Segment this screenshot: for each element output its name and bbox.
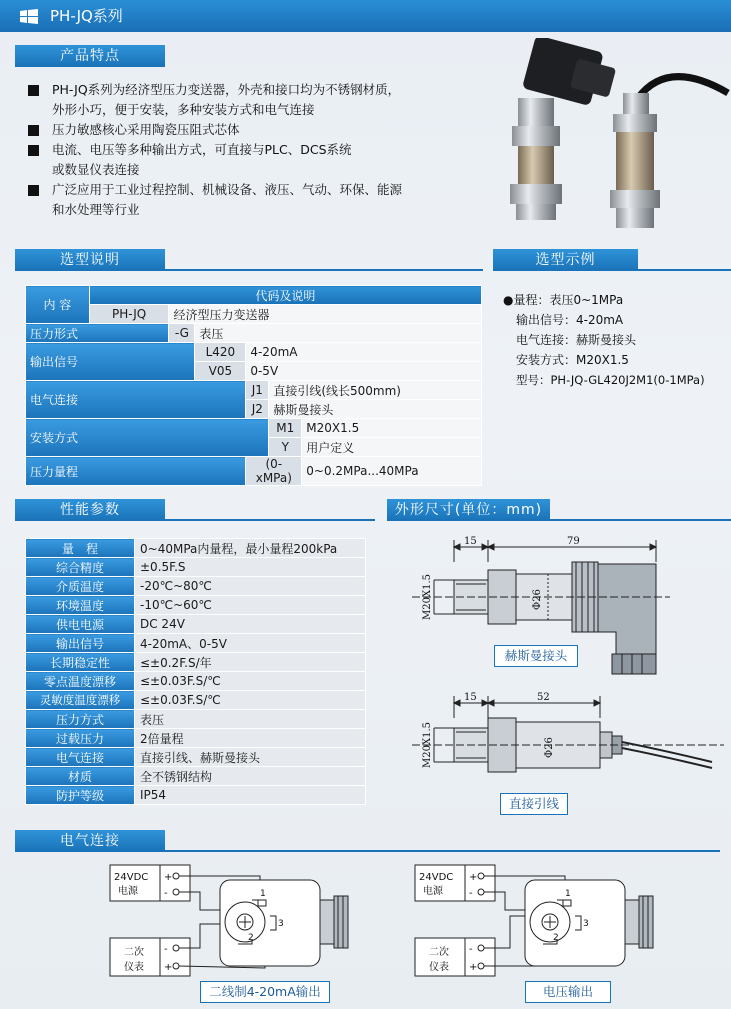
table-label: 材质 (26, 767, 135, 786)
table-cell: 全不锈钢结构 (135, 767, 366, 786)
meter-label: 二次 (429, 947, 449, 958)
pin-label: 2 (248, 933, 254, 943)
table-label: 电气连接 (26, 381, 246, 419)
table-cell: 0-5V (246, 362, 482, 381)
caption-voltage: 电压输出 (525, 981, 611, 1003)
page-title-bar (0, 0, 731, 32)
table-cell: 直接引线(线长500mm) (269, 381, 482, 400)
table-row (26, 615, 366, 634)
table-row (26, 634, 366, 653)
meter-label: 仪表 (429, 962, 449, 973)
table-row (26, 577, 366, 596)
table-cell: 4-20mA (246, 343, 482, 362)
table-label: 压力方式 (26, 710, 135, 729)
performance-table (25, 538, 366, 805)
section-divider (15, 850, 720, 852)
table-cell: -10℃~60℃ (135, 596, 366, 615)
bullet-icon (28, 185, 39, 196)
table-label: 灵敏度温度漂移 (26, 691, 135, 710)
table-label: 输出信号 (26, 343, 195, 381)
table-cell: 用户定义 (302, 438, 482, 457)
table-label: 过载压力 (26, 729, 135, 748)
features-list (22, 80, 442, 220)
table-cell: -G (169, 324, 195, 343)
table-label: 供电电源 (26, 615, 135, 634)
table-label: 综合精度 (26, 558, 135, 577)
example-line: 安装方式：M20X1.5 (516, 353, 629, 367)
dimensions-section-header (387, 499, 550, 521)
feature-text: 电流、电压等多种输出方式，可直接与PLC、DCS系统 (52, 142, 352, 157)
table-cell: -20℃~80℃ (135, 577, 366, 596)
pin-label: 3 (583, 919, 589, 929)
table-cell: ≤±0.2F.S/年 (135, 653, 366, 672)
bullet-icon (28, 125, 39, 136)
meter-label: 仪表 (124, 962, 144, 973)
pin-label: 2 (553, 933, 559, 943)
example-line: 型号：PH-JQ-GL420J2M1(0-1MPa) (516, 373, 705, 387)
dim-label: 15 (464, 536, 477, 547)
table-label: 介质温度 (26, 577, 135, 596)
table-cell: M1 (269, 419, 302, 438)
feature-text: 外形小巧，便于安装，多种安装方式和电气连接 (52, 102, 315, 117)
selection-title: 选型说明 (60, 252, 120, 268)
terminal-minus: - (164, 888, 168, 899)
features-title: 产品特点 (60, 48, 120, 64)
table-cell: ≤±0.03F.S/℃ (135, 672, 366, 691)
table-cell: V05 (195, 362, 246, 381)
table-label: 量 程 (26, 539, 135, 558)
table-cell: 0~0.2MPa...40MPa (302, 457, 482, 486)
supply-label: 24VDC (419, 872, 454, 883)
section-divider (15, 519, 375, 521)
wiring-diagram-voltage (405, 860, 675, 982)
dim-label: 52 (537, 692, 550, 703)
table-label: 安装方式 (26, 419, 269, 457)
table-row (26, 691, 366, 710)
table-row (26, 286, 482, 305)
features-section-header (15, 45, 165, 67)
table-cell: 表压 (195, 324, 482, 343)
wiring-section-header (15, 830, 165, 852)
supply-label: 24VDC (114, 872, 149, 883)
feature-text: 或数显仪表连接 (52, 162, 140, 177)
dim-label: M20X1.5 (422, 574, 433, 620)
pin-label: 3 (278, 919, 284, 929)
terminal-minus: - (164, 944, 168, 955)
terminal-minus: - (469, 944, 473, 955)
table-row (26, 672, 366, 691)
table-row (26, 343, 482, 362)
table-cell: 2倍量程 (135, 729, 366, 748)
table-cell: ≤±0.03F.S/℃ (135, 691, 366, 710)
table-row (26, 710, 366, 729)
table-cell: 4-20mA、0-5V (135, 634, 366, 653)
feature-item (22, 80, 442, 120)
example-section-header (493, 249, 638, 271)
terminal-plus: + (469, 962, 478, 973)
table-row (26, 596, 366, 615)
selection-table (25, 285, 482, 486)
terminal-plus: + (164, 872, 173, 883)
caption-cable: 直接引线 (500, 793, 568, 815)
table-label: 长期稳定性 (26, 653, 135, 672)
table-cell: Y (269, 438, 302, 457)
table-cell: M20X1.5 (302, 419, 482, 438)
table-row (26, 558, 366, 577)
selection-section-header (15, 249, 165, 271)
terminal-plus: + (469, 872, 478, 883)
performance-section-header (15, 499, 165, 521)
section-divider (493, 269, 731, 271)
feature-text: 压力敏感核心采用陶瓷压阻式芯体 (52, 122, 240, 137)
table-label: 电气连接 (26, 748, 135, 767)
dim-label: M20X1.5 (422, 722, 433, 768)
table-label: 压力量程 (26, 457, 246, 486)
table-cell: PH-JQ (89, 305, 169, 324)
example-line: ●量程：表压0~1MPa (503, 293, 624, 307)
dim-label: 79 (567, 536, 580, 547)
table-label: 防护等级 (26, 786, 135, 805)
wiring-title: 电气连接 (60, 833, 120, 849)
table-cell: ±0.5F.S (135, 558, 366, 577)
bullet-icon (28, 145, 39, 156)
caption-current: 二线制4-20mA输出 (200, 981, 330, 1003)
table-cell: 0~40MPa内量程，最小量程200kPa (135, 539, 366, 558)
table-label: 压力形式 (26, 324, 169, 343)
table-row (26, 381, 482, 400)
table-row (26, 457, 482, 486)
table-cell: 赫斯曼接头 (269, 400, 482, 419)
table-label: 环境温度 (26, 596, 135, 615)
table-row (26, 653, 366, 672)
table-cell: 直接引线、赫斯曼接头 (135, 748, 366, 767)
performance-title: 性能参数 (60, 502, 120, 518)
dim-label: 15 (464, 692, 477, 703)
table-label: 零点温度漂移 (26, 672, 135, 691)
table-row (26, 305, 482, 324)
table-row (26, 729, 366, 748)
example-block (503, 290, 729, 390)
table-cell: IP54 (135, 786, 366, 805)
table-row (26, 419, 482, 438)
example-line: 电气连接：赫斯曼接头 (516, 333, 637, 347)
table-cell: (0-xMPa) (246, 457, 302, 486)
table-cell: J2 (246, 400, 269, 419)
table-row (26, 767, 366, 786)
page-title: PH-JQ系列 (50, 7, 123, 25)
feature-item (22, 180, 442, 220)
feature-text: 广泛应用于工业过程控制、机械设备、液压、气动、环保、能源 (52, 182, 403, 197)
feature-text: PH-JQ系列为经济型压力变送器，外壳和接口均为不锈钢材质， (52, 82, 401, 97)
pin-label: 1 (260, 889, 266, 899)
dim-label: Φ26 (544, 737, 555, 758)
dimensions-title: 外形尺寸(单位：mm) (394, 502, 543, 518)
table-cell: 经济型压力变送器 (169, 305, 482, 324)
table-header: 内 容 (26, 286, 90, 324)
terminal-plus: + (164, 962, 173, 973)
windows-logo-icon (20, 9, 38, 24)
feature-item (22, 120, 442, 140)
dim-label: Φ26 (532, 589, 543, 610)
table-cell: 表压 (135, 710, 366, 729)
terminal-minus: - (469, 888, 473, 899)
table-row (26, 539, 366, 558)
table-cell: DC 24V (135, 615, 366, 634)
pin-label: 1 (565, 889, 571, 899)
dimension-drawing-cable (412, 688, 730, 796)
supply-label: 电源 (423, 886, 443, 897)
table-label: 输出信号 (26, 634, 135, 653)
product-photo (488, 38, 731, 238)
wiring-diagram-current (100, 860, 370, 982)
example-title: 选型示例 (535, 252, 596, 268)
caption-din: 赫斯曼接头 (494, 645, 578, 667)
table-row (26, 786, 366, 805)
section-divider (15, 269, 483, 271)
feature-text: 和水处理等行业 (52, 202, 140, 217)
table-cell: L420 (195, 343, 246, 362)
example-line: 输出信号：4-20mA (516, 313, 624, 327)
table-header: 代码及说明 (89, 286, 481, 305)
feature-item (22, 140, 442, 180)
bullet-icon (28, 85, 39, 96)
section-divider (387, 519, 731, 521)
table-row (26, 748, 366, 767)
meter-label: 二次 (124, 947, 144, 958)
table-row (26, 324, 482, 343)
supply-label: 电源 (118, 886, 138, 897)
table-cell: J1 (246, 381, 269, 400)
